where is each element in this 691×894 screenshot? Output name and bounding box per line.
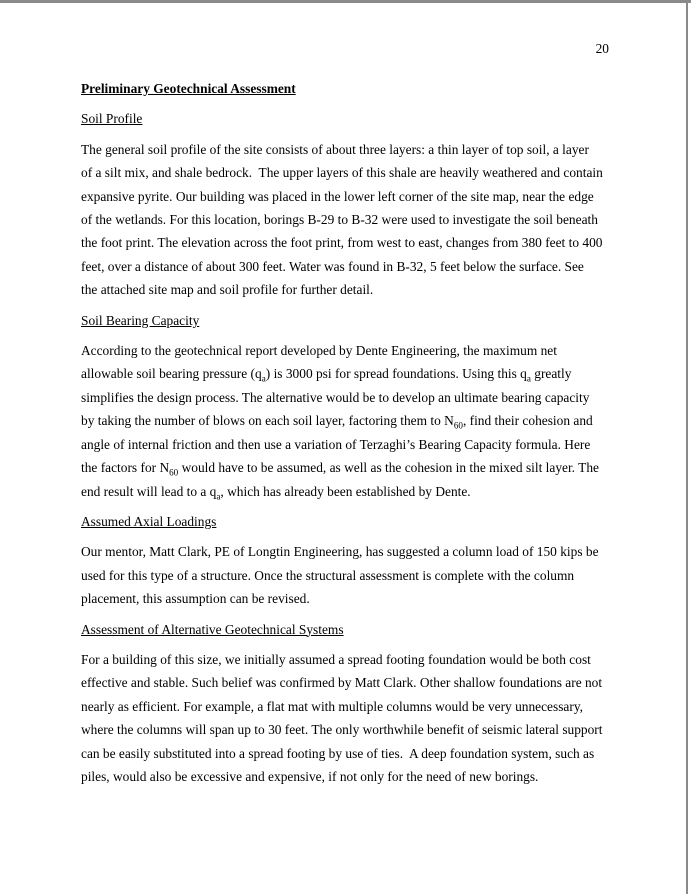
paragraph-line — [81, 255, 615, 278]
text-segment: greatly — [530, 366, 572, 382]
paragraph-line — [81, 409, 615, 432]
text-segment: For a building of this size, we initially assumed a spread footing foundation would be both cost — [81, 651, 591, 667]
paragraph-line — [81, 138, 615, 161]
text-segment: where the columns will span up to 30 feet. The only worthwhile benefit of seismic lateral support — [81, 722, 603, 738]
text-segment: the factors for N — [81, 460, 170, 476]
section-heading: Soil Profile — [81, 111, 143, 127]
paragraph-line — [81, 231, 615, 254]
text-segment: the foot print. The elevation across the foot print, from west to east, changes from 380 feet to 400 — [81, 235, 603, 251]
paragraph-line — [81, 161, 615, 184]
document-title: Preliminary Geotechnical Assessment — [81, 81, 296, 96]
section-heading: Assumed Axial Loadings — [81, 513, 217, 529]
text-segment: piles, would also be excessive and expensive, if not only for the need of new borings. — [81, 768, 539, 784]
paragraph-line — [81, 587, 615, 610]
subscript-text: 60 — [169, 467, 179, 478]
text-segment: angle of internal friction and then use a variation of Terzaghi’s Bearing Capacity formula. Here — [81, 436, 591, 452]
text-segment: would have to be assumed, as well as the cohesion in the mixed silt layer. The — [178, 460, 599, 476]
paragraph-line — [81, 742, 615, 765]
paragraph-line — [81, 718, 615, 741]
paragraph-line — [81, 185, 615, 208]
text-segment: used for this type of a structure. Once the structural assessment is complete with the column — [81, 567, 575, 583]
paragraph-line — [81, 208, 615, 231]
section-heading: Soil Bearing Capacity — [81, 312, 200, 328]
paragraph-line — [81, 671, 615, 694]
paragraph-line — [81, 540, 615, 563]
subscript-text: a — [261, 374, 266, 385]
text-segment: ) is 3000 psi for spread foundations. Using this q — [265, 366, 527, 382]
text-segment: expansive pyrite. Our building was placed in the lower left corner of the site map, near the edge — [81, 188, 594, 204]
page-number: 20 — [595, 41, 609, 56]
section-heading: Assessment of Alternative Geotechnical Systems — [81, 621, 344, 637]
text-segment: The general soil profile of the site consists of about three layers: a thin layer of top soil, a layer — [81, 141, 589, 157]
page-right-edge — [686, 0, 688, 894]
text-segment: , find their cohesion and — [462, 413, 593, 429]
subscript-text: a — [216, 491, 221, 502]
paragraph-line — [81, 648, 615, 671]
text-segment: allowable soil bearing pressure (q — [81, 366, 262, 382]
paragraph-line — [81, 695, 615, 718]
paragraph-line — [81, 339, 615, 362]
text-segment: the attached site map and soil profile for further detail. — [81, 282, 374, 298]
paragraph-line — [81, 433, 615, 456]
text-segment: , which has already been established by Dente. — [220, 483, 471, 499]
text-segment: can be easily substituted into a spread footing by use of ties. A deep foundation system, such as — [81, 745, 595, 761]
subscript-text: 60 — [453, 420, 463, 431]
document-body — [81, 77, 615, 788]
text-segment: nearly as efficient. For example, a flat mat with multiple columns would be very unnecessary, — [81, 698, 583, 714]
text-segment: According to the geotechnical report developed by Dente Engineering, the maximum net — [81, 343, 557, 359]
text-segment: by taking the number of blows on each soil layer, factoring them to N — [81, 413, 454, 429]
text-segment: Our mentor, Matt Clark, PE of Longtin Engineering, has suggested a column load of 150 kips be — [81, 544, 599, 560]
paragraph-line — [81, 456, 615, 479]
paragraph-line — [81, 278, 615, 301]
text-segment: end result will lead to a q — [81, 483, 217, 499]
paragraph-line — [81, 386, 615, 409]
page-top-edge — [0, 0, 691, 3]
text-segment: of a silt mix, and shale bedrock. The upper layers of this shale are heavily weathered and contain — [81, 165, 603, 181]
paragraph-line — [81, 765, 615, 788]
paragraph-line — [81, 564, 615, 587]
text-segment: of the wetlands. For this location, borings B-29 to B-32 were used to investigate the soil beneath — [81, 212, 598, 228]
subscript-text: a — [526, 374, 531, 385]
text-segment: placement, this assumption can be revised. — [81, 591, 310, 607]
text-segment: feet, over a distance of about 300 feet. Water was found in B-32, 5 feet below the surface. See — [81, 258, 584, 274]
paragraph-line — [81, 480, 615, 503]
text-segment: simplifies the design process. The alternative would be to develop an ultimate bearing capacity — [81, 389, 590, 405]
paragraph-line — [81, 362, 615, 385]
text-segment: effective and stable. Such belief was confirmed by Matt Clark. Other shallow foundations are not — [81, 675, 603, 691]
